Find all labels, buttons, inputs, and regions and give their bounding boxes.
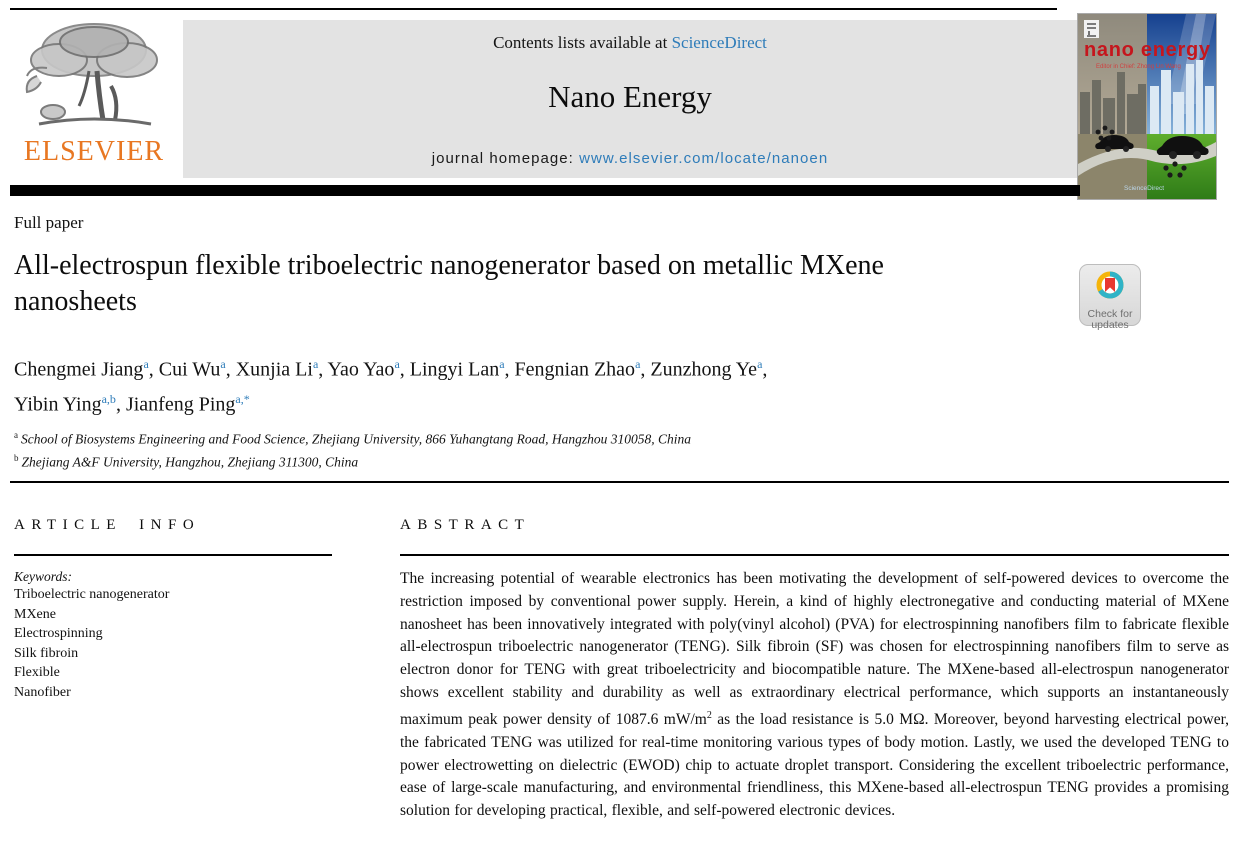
check-for-updates-badge[interactable]: [1079, 264, 1141, 331]
affiliation-text: School of Biosystems Engineering and Food Science, Zhejiang University, 866 Yuhangtang Road, Hangzhou 310058, China: [21, 431, 691, 447]
top-divider: [10, 8, 1057, 10]
author-affiliation-sup: a: [394, 357, 400, 371]
section-divider: [10, 481, 1229, 483]
abstract-superscript: 2: [706, 709, 712, 721]
author-name: Lingyi Lan: [409, 358, 500, 381]
author-name: Cui Wu: [158, 358, 221, 381]
author-affiliation-sup: a: [757, 357, 763, 371]
author-separator: ,: [115, 393, 126, 416]
journal-title: Nano Energy: [548, 79, 712, 114]
abstract-rule: [400, 554, 1229, 556]
author-name: Yao Yao: [327, 358, 395, 381]
author-separator: ,: [225, 358, 236, 381]
author-list: [14, 350, 1104, 419]
keywords-list: [14, 585, 332, 702]
keyword-item: Nanofiber: [14, 684, 71, 700]
author-name: Chengmei Jiang: [14, 358, 144, 381]
homepage-prefix: journal homepage:: [431, 150, 580, 167]
cover-footer: ScienceDirect: [1124, 185, 1165, 192]
keywords-label: Keywords:: [14, 569, 72, 584]
affiliation-row: [14, 449, 691, 472]
keyword-item: Flexible: [14, 665, 60, 680]
author-separator: ,: [399, 358, 410, 381]
abstract-text: [400, 568, 1229, 823]
author-name: Zunzhong Ye: [650, 358, 758, 381]
homepage-link[interactable]: www.elsevier.com/locate/nanoen: [579, 150, 829, 167]
contents-prefix: Contents lists available at: [493, 33, 672, 52]
elsevier-tree-icon: [19, 16, 169, 136]
keyword-item: MXene: [14, 606, 56, 622]
author-affiliation-sup: a,*: [235, 391, 250, 406]
abstract-column: [400, 517, 1229, 823]
abstract-part2: as the load resistance is 5.0 MΩ. Moreover, beyond harvesting electrical power, the fabricated TENG was utilized for real-time monitoring various types of body motion. Lastly, we used the developed TENG to power electrowetting on dielectric (EWOD) chip to actuate droplet transport. Considering the excellent triboelectric performance, ease of large-scale manufacturing, and environmental friendliness, this MXene-based all-electrospun TENG provides a promising solution for developing practical, flexible, and self-powered electronic devices.: [400, 710, 1229, 820]
abstract-heading: ABSTRACT: [400, 517, 531, 533]
affiliation-list: [14, 426, 691, 471]
author-affiliation-sup: a: [143, 357, 149, 371]
affiliation-row: [14, 426, 691, 449]
keyword-item: Triboelectric nanogenerator: [14, 587, 170, 602]
author-name: Yibin Ying: [14, 393, 102, 416]
crossmark-icon: [1090, 268, 1130, 306]
cover-title: nano energy: [1084, 39, 1210, 61]
affiliation-sup: b: [14, 452, 19, 463]
header-bottom-bar: [10, 185, 1080, 196]
abstract-part1: The increasing potential of wearable electronics has been motivating the development of self-powered devices to overcome the restriction imposed by conventional power supply. Herein, a kind of highly electronegative and conducting material of MXene nanosheet has been innovatively integrated with poly(vinyl alcohol) (PVA) for electrospinning nanofibers film to fabricate flexible all-electrospun triboelectric nanogenerator (TENG). Silk fibroin (SF) was chosen for electrospinning nanofibers film to serve as electron donor for TENG with great triboelectricity and biocompatible nature. The MXene-based all-electrospun nanogenerator shows excellent stability and durability as well as extraordinary electrical performance, which supports an instantaneously maximum peak power density of 1087.6 mW/m: [400, 570, 1229, 728]
author-affiliation-sup: a: [312, 357, 319, 371]
author-name: Xunjia Li: [235, 358, 313, 381]
author-separator: ,: [318, 358, 328, 381]
article-type-label: Full paper: [14, 213, 84, 232]
author-affiliation-sup: a: [635, 357, 641, 371]
homepage-line: [183, 150, 1077, 167]
keyword-item: Electrospinning: [14, 626, 103, 641]
contents-line: [183, 20, 1077, 53]
keyword-item: Silk fibroin: [14, 645, 79, 661]
elsevier-logo: [12, 16, 176, 168]
affiliation-text: Zhejiang A&F University, Hangzhou, Zhejiang 311300, China: [21, 454, 359, 469]
elsevier-wordmark: ELSEVIER: [23, 136, 165, 167]
author-separator: ,: [148, 358, 159, 381]
article-info-column: [14, 517, 332, 702]
article-title: All-electrospun flexible triboelectric nanogenerator based on metallic MXene nanosheets: [14, 250, 884, 317]
article-info-heading: ARTICLE INFO: [14, 517, 201, 533]
cover-subtitle: Editor in Chief: Zhong Lin Wang: [1096, 64, 1181, 70]
author-separator: ,: [762, 358, 768, 381]
author-name: Fengnian Zhao: [514, 358, 636, 381]
author-separator: ,: [504, 358, 515, 381]
journal-cover-image: [1078, 14, 1216, 199]
journal-banner: [183, 20, 1077, 178]
sciencedirect-link[interactable]: ScienceDirect: [671, 33, 767, 52]
author-name: Jianfeng Ping: [125, 393, 236, 416]
check-updates-text: Check for updates: [1087, 308, 1133, 331]
author-affiliation-sup: a: [499, 357, 505, 371]
author-affiliation-sup: a: [220, 357, 226, 371]
affiliation-sup: a: [14, 430, 18, 440]
author-affiliation-sup: a,b: [101, 391, 116, 406]
author-separator: ,: [640, 358, 651, 381]
article-info-rule: [14, 554, 332, 556]
